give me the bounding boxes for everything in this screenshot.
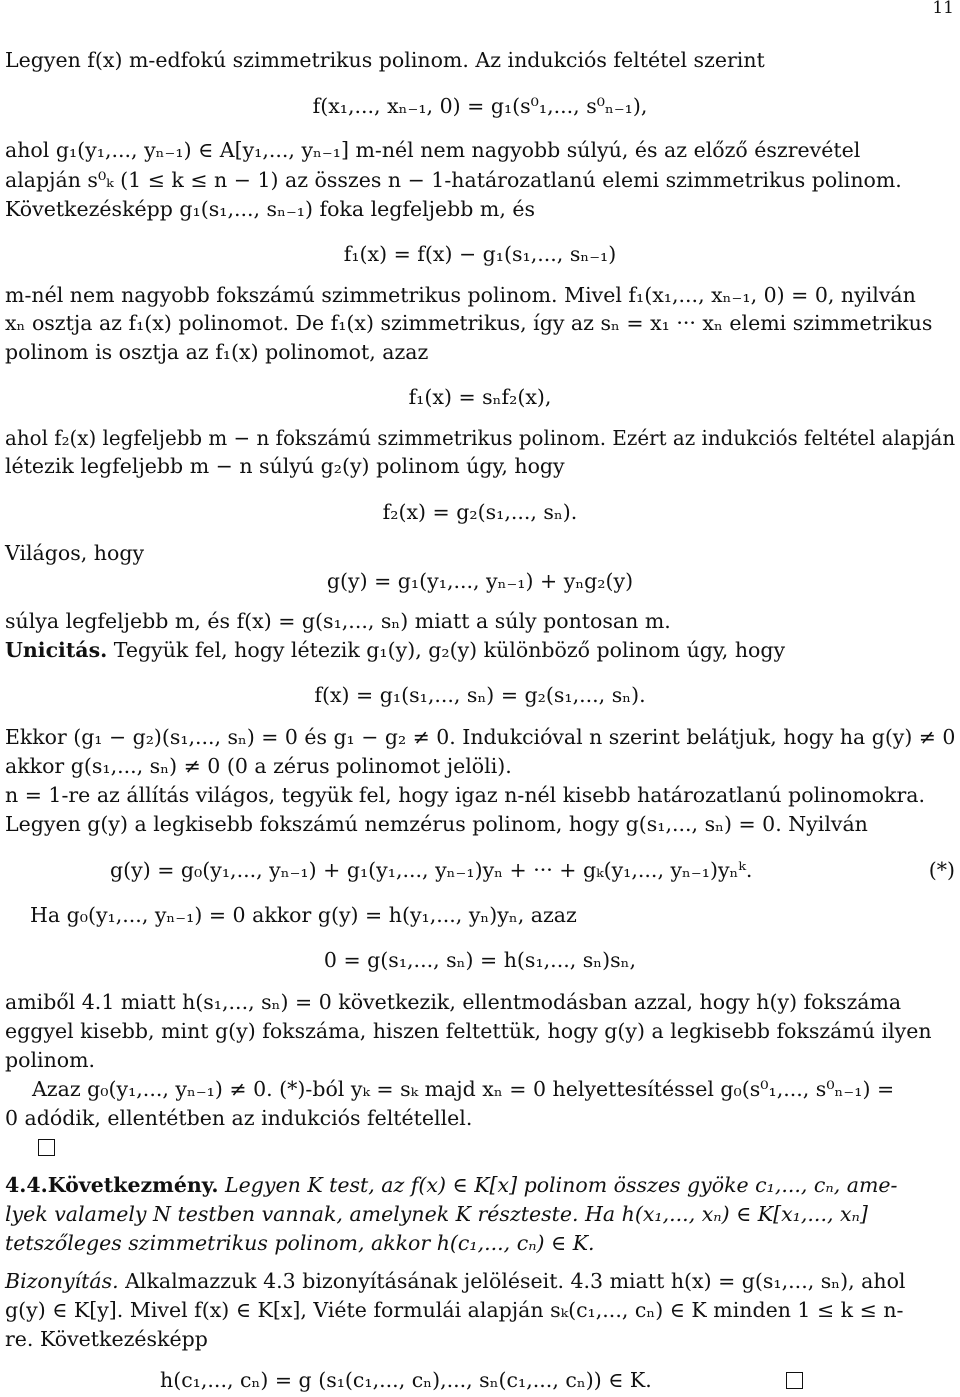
proof-heading: Bizonyítás. xyxy=(5,1269,119,1293)
equation: g(y) = g₀(y₁,..., yₙ₋₁) + g₁(y₁,..., yₙ₋₁)yₙ + ··· + gₖ(y₁,..., yₙ₋₁)yₙᵏ. xyxy=(110,858,753,882)
text-line: súlya legfeljebb m, és f(x) = g(s₁,..., sₙ) miatt a súly pontosan m. xyxy=(5,609,671,633)
text-line: xₙ osztja az f₁(x) polinomot. De f₁(x) szimmetrikus, így az sₙ = x₁ ··· xₙ elemi szimmetrikus xyxy=(5,311,933,335)
text-line: amiből 4.1 miatt h(s₁,..., sₙ) = 0 következik, ellentmodásban azzal, hogy h(y) fokszáma xyxy=(5,990,902,1014)
equation: f(x₁,..., xₙ₋₁, 0) = g₁(s⁰₁,..., s⁰ₙ₋₁), xyxy=(312,94,648,118)
text-line: alapján s⁰ₖ (1 ≤ k ≤ n − 1) az összes n − 1-határozatlanú elemi szimmetrikus polinom. xyxy=(5,168,902,192)
text-line: Ha g₀(y₁,..., yₙ₋₁) = 0 akkor g(y) = h(y₁,..., yₙ)yₙ, azaz xyxy=(30,903,577,927)
text-line: m-nél nem nagyobb fokszámú szimmetrikus polinom. Mivel f₁(x₁,..., xₙ₋₁, 0) = 0, nyilván xyxy=(5,283,916,307)
text-line: Legyen f(x) m-edfokú szimmetrikus polinom. Az indukciós feltétel szerint xyxy=(5,48,765,72)
text-line xyxy=(5,640,785,661)
text-line: 0 adódik, ellentétben az indukciós feltétellel. xyxy=(5,1106,473,1130)
text-line: n = 1-re az állítás világos, tegyük fel, hogy igaz n-nél kisebb határozatlanú polinomokra. xyxy=(5,783,925,807)
qed-square-icon xyxy=(38,1137,55,1158)
text-line: lyek valamely N testben vannak, amelynek K részteste. Ha h(x₁,..., xₙ) ∈ K[x₁,..., xₙ] xyxy=(5,1202,868,1226)
text-line xyxy=(5,1271,906,1292)
equation-tag: (*) xyxy=(928,858,955,882)
text-line: Következésképp g₁(s₁,..., sₙ₋₁) foka legfeljebb m, és xyxy=(5,197,536,221)
text-line: létezik legfeljebb m − n súlyú g₂(y) polinom úgy, hogy xyxy=(5,454,565,478)
text-line: ahol g₁(y₁,..., yₙ₋₁) ∈ A[y₁,..., yₙ₋₁] m-nél nem nagyobb súlyú, és az előző észrevétel xyxy=(5,138,861,162)
text-line: Ekkor (g₁ − g₂)(s₁,..., sₙ) = 0 és g₁ − g₂ ≠ 0. Indukcióval n szerint belátjuk, hogy ha g(y) ≠ 0 xyxy=(5,725,956,749)
text-line: polinom. xyxy=(5,1048,96,1072)
qed-square-icon xyxy=(786,1370,803,1391)
equation: f(x) = g₁(s₁,..., sₙ) = g₂(s₁,..., sₙ). xyxy=(314,683,646,707)
text-line: akkor g(s₁,..., sₙ) ≠ 0 (0 a zérus polinomot jelöli). xyxy=(5,754,512,778)
text-line: g(y) ∈ K[y]. Mivel f(x) ∈ K[x], Viéte formulái alapján sₖ(c₁,..., cₙ) ∈ K minden 1 ≤ k ≤ n- xyxy=(5,1298,904,1322)
text-line: tetszőleges szimmetrikus polinom, akkor h(c₁,..., cₙ) ∈ K. xyxy=(5,1231,595,1255)
equation: f₁(x) = sₙf₂(x), xyxy=(408,385,552,409)
equation: f₁(x) = f(x) − g₁(s₁,..., sₙ₋₁) xyxy=(343,242,617,266)
text-span: Legyen K test, az f(x) ∈ K[x] polinom összes gyöke c₁,..., cₙ, ame- xyxy=(218,1173,898,1197)
text-line: Azaz g₀(y₁,..., yₙ₋₁) ≠ 0. (*)-ból yₖ = sₖ majd xₙ = 0 helyettesítéssel g₀(s⁰₁,..., s⁰ₙ₋₁) = xyxy=(32,1077,895,1101)
section-heading: Unicitás. xyxy=(5,638,108,662)
text-line: eggyel kisebb, mint g(y) fokszáma, hiszen feltettük, hogy g(y) a legkisebb fokszámú ilyen xyxy=(5,1019,932,1043)
text-line xyxy=(5,1175,897,1196)
text-line: ahol f₂(x) legfeljebb m − n fokszámú szimmetrikus polinom. Ezért az indukciós feltétel alapján xyxy=(5,426,956,450)
text-line: re. Következésképp xyxy=(5,1327,208,1351)
text-line: polinom is osztja az f₁(x) polinomot, azaz xyxy=(5,340,429,364)
equation: f₂(x) = g₂(s₁,..., sₙ). xyxy=(382,500,578,524)
equation: 0 = g(s₁,..., sₙ) = h(s₁,..., sₙ)sₙ, xyxy=(323,948,637,972)
equation: g(y) = g₁(y₁,..., yₙ₋₁) + yₙg₂(y) xyxy=(326,569,634,593)
text-line: Világos, hogy xyxy=(5,541,145,565)
text-span: Alkalmazzuk 4.3 bizonyításának jelöléseit. 4.3 miatt h(x) = g(s₁,..., sₙ), ahol xyxy=(118,1269,906,1293)
corollary-heading: 4.4.Következmény. xyxy=(5,1173,219,1197)
page-number: 11 xyxy=(932,0,954,18)
text-line: Legyen g(y) a legkisebb fokszámú nemzérus polinom, hogy g(s₁,..., sₙ) = 0. Nyilván xyxy=(5,812,868,836)
text-span: Tegyük fel, hogy létezik g₁(y), g₂(y) különböző polinom úgy, hogy xyxy=(107,638,786,662)
equation: h(c₁,..., cₙ) = g (s₁(c₁,..., cₙ),..., sₙ(c₁,..., cₙ)) ∈ K. xyxy=(160,1368,652,1392)
